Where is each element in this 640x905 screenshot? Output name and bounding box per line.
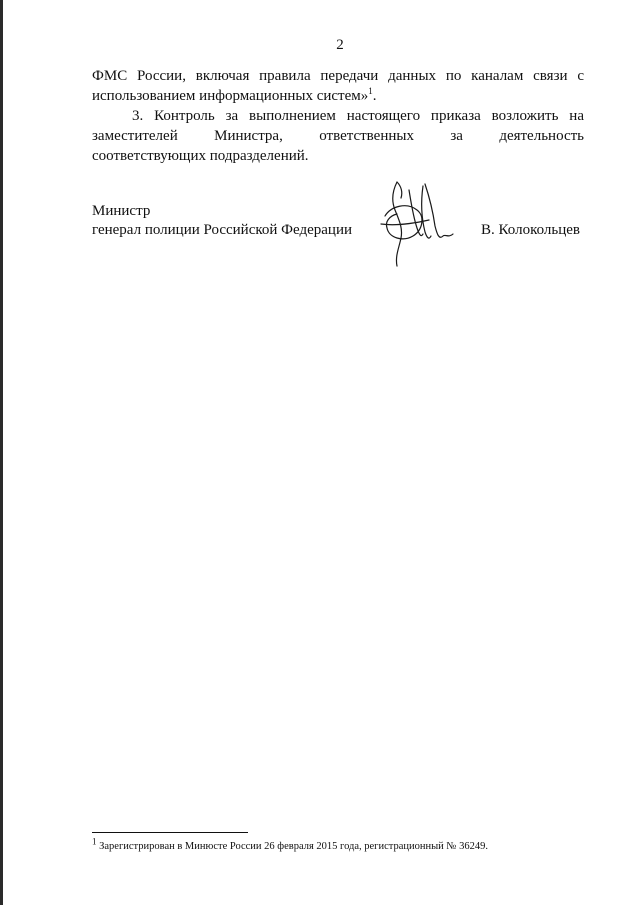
paragraph-end: . [372, 88, 377, 104]
footnote-text: Зарегистрирован в Минюсте России 26 февраля 2015 года, регистрационный № 36249. [96, 841, 488, 852]
signer-name: В. Колокольцев [481, 222, 580, 238]
handwritten-signature-icon [377, 176, 459, 268]
paragraph-item-3-end: соответствующих подразделений. [92, 148, 309, 164]
footnote [92, 836, 592, 853]
paragraph-continuation [92, 66, 584, 106]
scan-edge [0, 0, 3, 905]
document-body [92, 66, 584, 166]
page-number: 2 [336, 37, 344, 53]
footnote-marker: 1 [92, 836, 97, 847]
signer-rank: генерал полиции Российской Федерации [92, 222, 353, 238]
paragraph-text: ФМС России, включая правила передачи данных по каналам связи с использованием информационных систем» [92, 68, 584, 104]
signature-block [92, 202, 584, 240]
footnote-separator [92, 832, 248, 833]
signer-title: Министр [92, 203, 151, 219]
paragraph-item-3: 3. Контроль за выполнением настоящего приказа возложить на заместителей Министра, ответственных за деятельность [92, 108, 584, 144]
footnote-reference: 1 [368, 86, 373, 96]
